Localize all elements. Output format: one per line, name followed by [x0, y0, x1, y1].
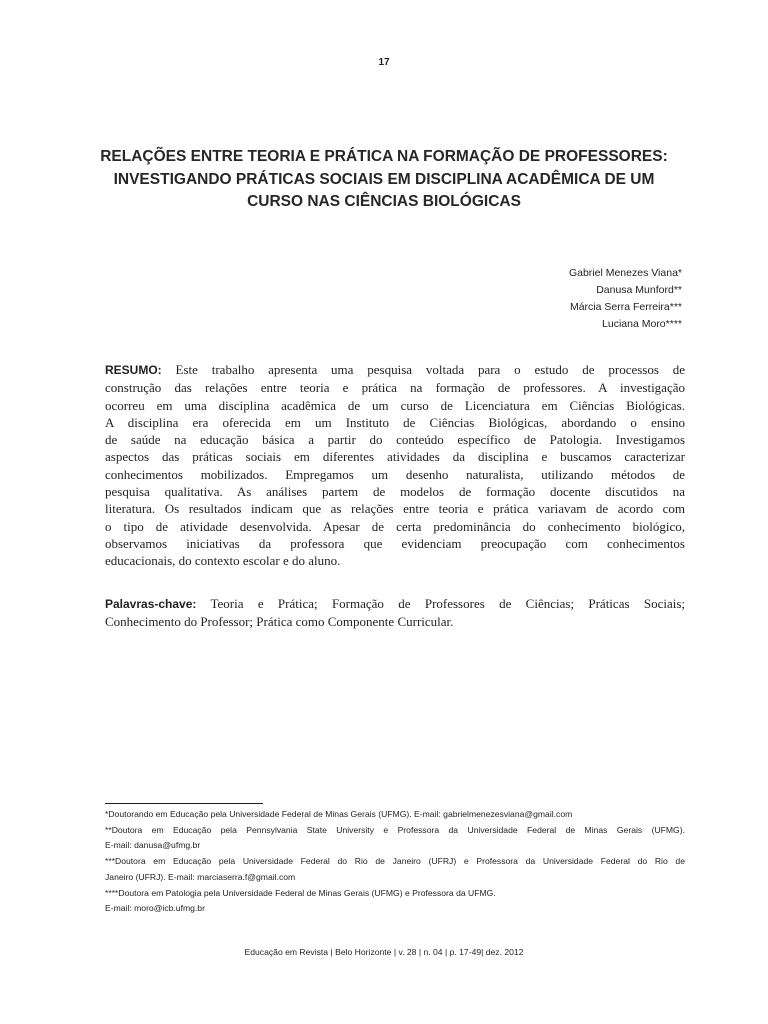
abstract-label: RESUMO:: [105, 363, 162, 377]
abstract-text: Este trabalho apresenta uma pesquisa voltada para o estudo de processos de: [175, 362, 686, 377]
keywords-line: [105, 595, 685, 613]
title-line: CURSO NAS CIÊNCIAS BIOLÓGICAS: [247, 193, 521, 210]
footnote-line: Janeiro (UFRJ). E-mail: marciaserra.f@gmail.com: [105, 871, 296, 882]
author-name: Danusa Munford**: [596, 284, 682, 296]
abstract-line: o tipo de atividade desenvolvida. Apesar de certa predominância do conhecimento biológico,: [105, 518, 685, 534]
abstract-line: construção das relações entre teoria e prática na formação de professores. A investigação: [105, 380, 685, 396]
title-line: INVESTIGANDO PRÁTICAS SOCIAIS EM DISCIPLINA ACADÊMICA DE UM: [113, 170, 655, 188]
article-title: [100, 146, 668, 214]
abstract-line: A disciplina era oferecida em um Instituto de Ciências Biológicas, abordando o ensino: [105, 414, 685, 430]
abstract: [105, 361, 685, 570]
keywords-line: Conhecimento do Professor; Prática como Componente Curricular.: [105, 614, 454, 629]
journal-footer: Educação em Revista | Belo Horizonte | v. 28 | n. 04 | p. 17-49| dez. 2012: [244, 947, 524, 957]
footnote-divider: [105, 803, 263, 804]
abstract-line: de saúde na educação básica a partir do conteúdo específico de Patologia. Investigamos: [105, 432, 685, 448]
footnote-line: ***Doutora em Educação pela Universidade Federal do Rio de Janeiro (UFRJ) e Professora da Universidade Federal do Rio de: [105, 856, 685, 867]
abstract-line: aspectos das práticas sociais em diferentes atividades da disciplina e buscamos caracterizar: [105, 449, 685, 465]
keywords-text: Teoria e Prática; Formação de Professores de Ciências; Práticas Sociais;: [210, 596, 686, 611]
keywords: [105, 595, 685, 631]
abstract-line: observamos iniciativas da professora que evidenciam preocupação com conhecimentos: [105, 535, 685, 551]
author-name: Luciana Moro****: [602, 318, 682, 330]
footnote-line: **Doutora em Educação pela Pennsylvania State University e Professora da Universidade Federal de Minas Gerais (UFMG).: [105, 824, 685, 835]
author-name: Márcia Serra Ferreira***: [569, 301, 682, 313]
keywords-label: Palavras-chave:: [105, 597, 197, 611]
footnote-line: E-mail: danusa@ufmg.br: [105, 840, 201, 851]
abstract-line: conhecimentos mobilizados. Empregamos um desenho naturalista, utilizando métodos de: [105, 466, 685, 482]
page-number: 17: [378, 57, 390, 68]
abstract-line: educacionais, do contexto escolar e do aluno.: [105, 553, 341, 569]
author-list: [569, 265, 682, 333]
title-line: RELAÇÕES ENTRE TEORIA E PRÁTICA NA FORMAÇÃO DE PROFESSORES:: [100, 148, 668, 165]
footnotes: [105, 807, 685, 917]
footnote-line: ****Doutora em Patologia pela Universidade Federal de Minas Gerais (UFMG) e Professora da UFMG.: [105, 887, 496, 898]
author-name: Gabriel Menezes Viana*: [568, 267, 682, 279]
abstract-line: [105, 361, 685, 379]
abstract-line: ocorreu em uma disciplina acadêmica de um curso de Licenciatura em Ciências Biológicas.: [105, 397, 685, 413]
footnote-line: *Doutorando em Educação pela Universidade Federal de Minas Gerais (UFMG). E-mail: gabrielmenezesviana@gmail.com: [105, 809, 573, 819]
abstract-line: literatura. Os resultados indicam que as relações entre teoria e prática variavam de acordo com: [105, 501, 685, 517]
abstract-line: pesquisa qualitativa. As análises partem de modelos de formação docente discutidos na: [105, 484, 685, 500]
footnote-line: E-mail: moro@icb.ufmg.br: [105, 903, 205, 914]
